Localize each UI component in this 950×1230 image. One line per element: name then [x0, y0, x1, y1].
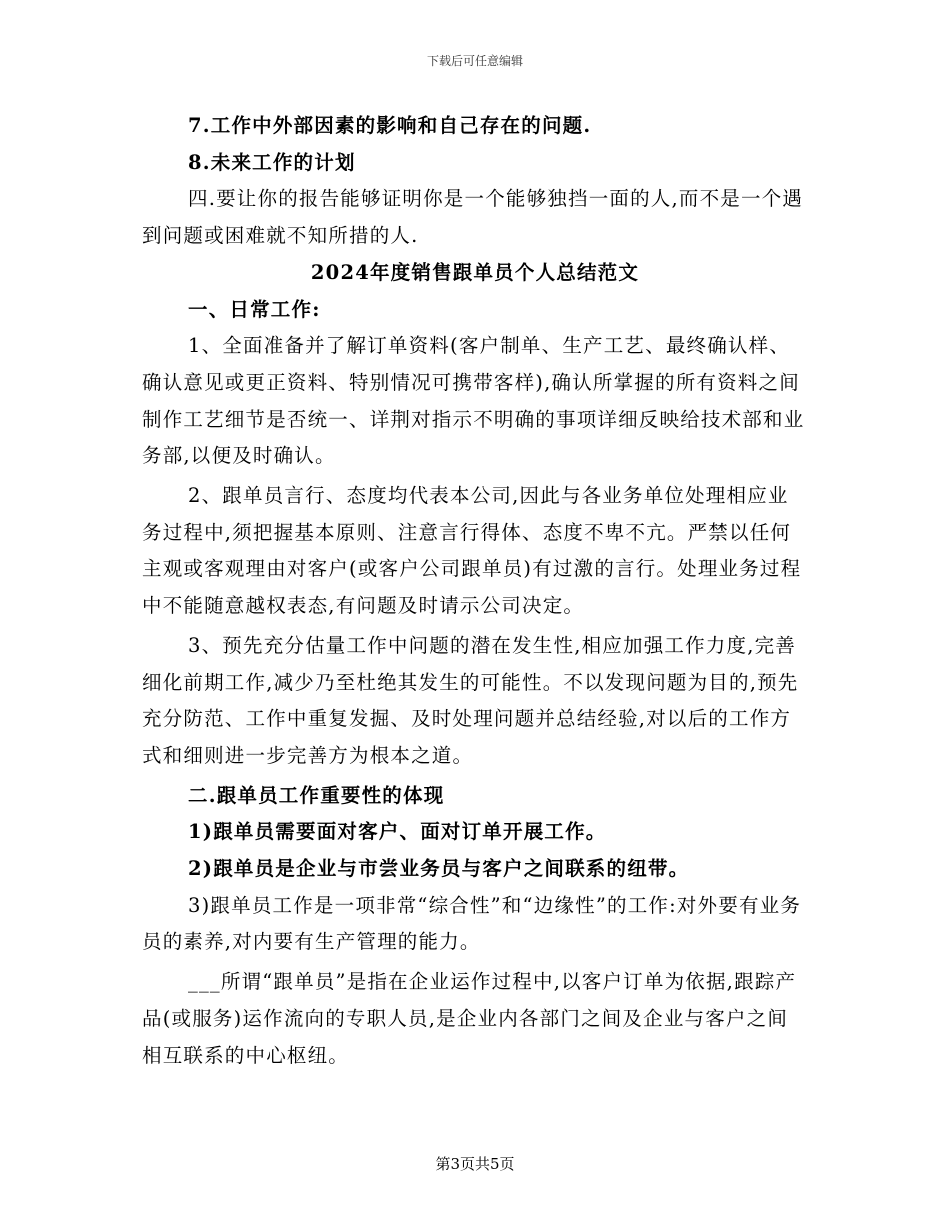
importance-2: 2)跟单员是企业与市尝业务员与客户之间联系的纽带。: [188, 857, 690, 881]
page-header: 下载后可任意编辑: [426, 54, 523, 68]
document-title: 2024年度销售跟单员个人总结范文: [310, 260, 640, 284]
definition-paragraph: ___所谓“跟单员”是指在企业运作过程中,以客户订单为依据,跟踪产品(或服务)运作流向的专职人员,是企业内各部门之间及企业与客户之间相互联系的中心枢纽。: [142, 970, 797, 1067]
daily-work-3: 3、预先充分估量工作中问题的潜在发生性,相应加强工作力度,完善细化前期工作,减少乃至杜绝其发生的可能性。不以发现问题为目的,预先充分防范、工作中重复发掘、及时处理问题并总结经验,对以后的工作方式和细则进一步完善方为根本之道。: [142, 633, 799, 767]
importance-3: 3)跟单员工作是一项非常“综合性”和“边缘性”的工作:对外要有业务员的素养,对内要有生产管理的能力。: [142, 893, 802, 954]
daily-work-1: 1、全面准备并了解订单资料(客户制单、生产工艺、最终确认样、确认意见或更正资料、特别情况可携带客样),确认所掌握的所有资料之间制作工艺细节是否统一、详荆对指示不明确的事项详细反映给技术部和业务部,以便及时确认。: [142, 334, 805, 468]
document-body: [142, 108, 808, 1074]
section-four: 四.要让你的报告能够证明你是一个能够独挡一面的人,而不是一个遇到问题或困难就不知所措的人.: [142, 187, 804, 248]
page-number: 第3页共5页: [435, 1155, 515, 1173]
item-8: 8.未来工作的计划: [188, 150, 356, 174]
importance-1: 1)跟单员需要面对客户、面对订单开展工作。: [188, 820, 607, 844]
daily-work-2: 2、跟单员言行、态度均代表本公司,因此与各业务单位处理相应业务过程中,须把握基本原则、注意言行得体、态度不卑不亢。严禁以任何主观或客观理由对客户(或客户公司跟单员)有过激的言行。处理业务过程中不能随意越权表态,有问题及时请示公司决定。: [142, 484, 802, 618]
heading-daily-work: 一、日常工作:: [188, 297, 321, 321]
heading-importance: 二.跟单员工作重要性的体现: [188, 783, 445, 807]
item-7: 7.工作中外部因素的影响和自己存在的问题.: [188, 114, 592, 137]
